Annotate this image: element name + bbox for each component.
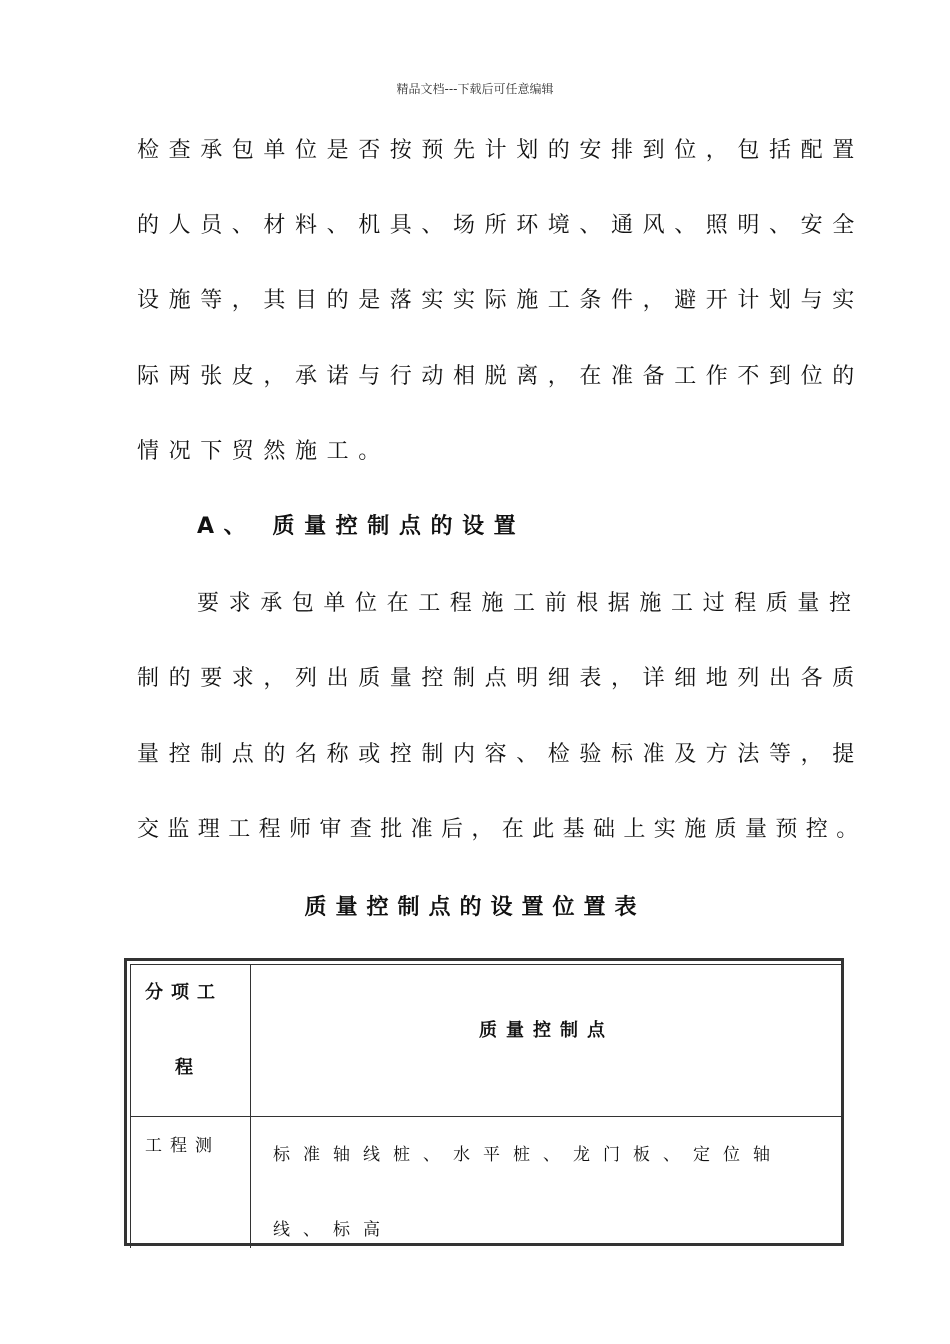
paragraph1-line4: 际两张皮，承诺与行动相脱离，在准备工作不到位的 <box>137 364 864 389</box>
table-inner-left-line <box>130 964 131 1248</box>
page-header: 精品文档---下载后可任意编辑 <box>396 82 554 96</box>
paragraph2-line1: 要求承包单位在工程施工前根据施工过程质量控 <box>197 591 861 616</box>
paragraph2-line3: 量控制点的名称或控制内容、检验标准及方法等，提 <box>137 742 864 767</box>
paragraph1-line2: 的人员、材料、机具、场所环境、通风、照明、安全 <box>137 213 864 238</box>
table-row-divider <box>130 1116 842 1117</box>
paragraph1-line5: 情况下贸然施工。 <box>137 439 390 464</box>
table-column-divider <box>250 964 251 1248</box>
table-outer-border <box>124 958 844 1246</box>
paragraph2-line2: 制的要求，列出质量控制点明细表，详细地列出各质 <box>137 666 864 691</box>
section-heading: A、 质量控制点的设置 <box>197 514 526 539</box>
table-row1-col2-line2: 线、标高 <box>273 1220 393 1240</box>
table-title: 质量控制点的设置位置表 <box>304 895 646 920</box>
table-row1-col1: 工程测 <box>145 1136 220 1156</box>
table-header-col2: 质量控制点 <box>479 1020 614 1041</box>
paragraph1-line1: 检查承包单位是否按预先计划的安排到位，包括配置 <box>137 138 864 163</box>
table-inner-top-line <box>130 964 842 965</box>
table-row1-col2-line1: 标准轴线桩、水平桩、龙门板、定位轴 <box>273 1145 783 1165</box>
table-header-col1-line2: 程 <box>175 1057 193 1078</box>
table-header-col1-line1: 分项工 <box>145 982 223 1003</box>
paragraph1-line3: 设施等，其目的是落实实际施工条件，避开计划与实 <box>137 288 864 313</box>
paragraph2-line4: 交监理工程师审查批准后，在此基础上实施质量预控。 <box>137 817 867 842</box>
